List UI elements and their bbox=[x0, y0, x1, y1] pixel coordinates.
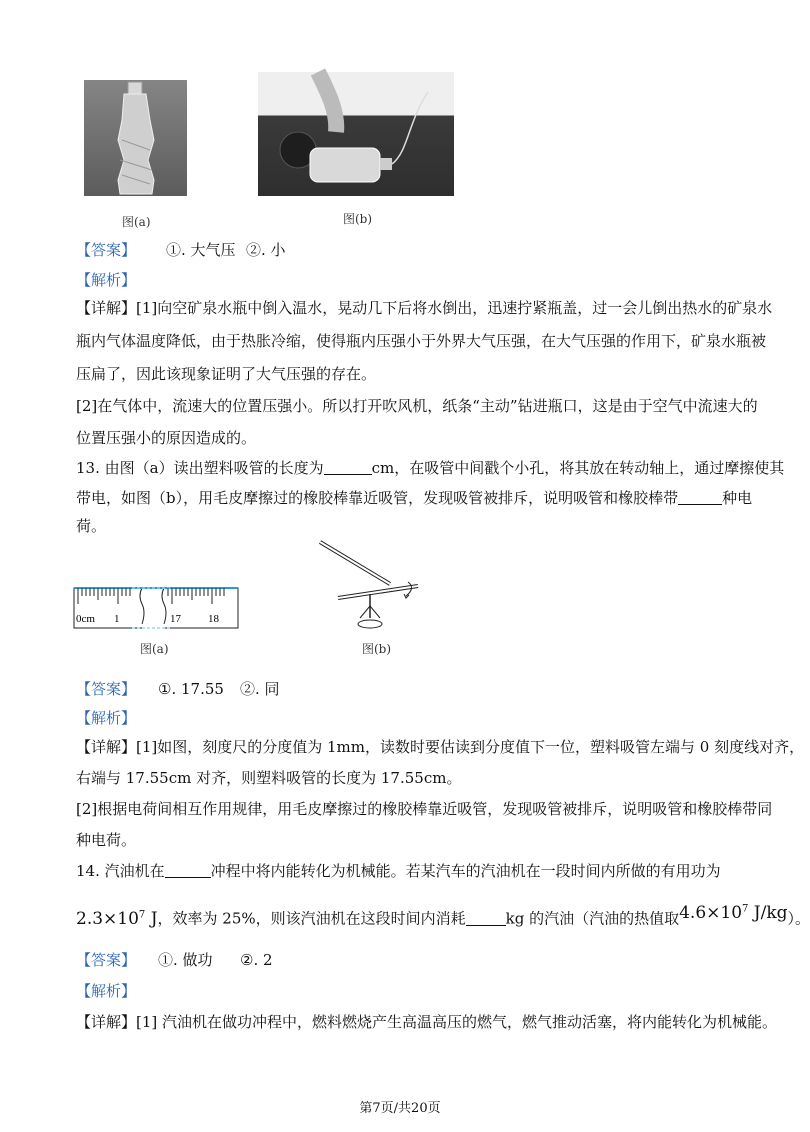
page-number: 第7页/共20页 bbox=[359, 1101, 441, 1116]
heat-unit: J/kg bbox=[748, 902, 788, 923]
straw-caption: 图(b) bbox=[362, 642, 392, 656]
q13-text: 种电 bbox=[722, 489, 753, 507]
q13-line-1 bbox=[76, 458, 784, 478]
q13-detail-line: 右端与 17.55cm 对齐，则塑料吸管的长度为 17.55cm。 bbox=[76, 769, 462, 787]
answer-2: ②. 同 bbox=[240, 680, 280, 698]
figure-caption-a: 图(a) bbox=[122, 215, 151, 229]
q14-text: 14. 汽油机在 bbox=[76, 862, 165, 880]
q14-detail-line: 【详解】[1] 汽油机在做功冲程中，燃料燃烧产生高温高压的燃气，燃气推动活塞，将内能转化为机械能。 bbox=[76, 1013, 778, 1031]
bottle-icon bbox=[84, 80, 187, 196]
answer-blank bbox=[165, 863, 211, 878]
work-base: 2.3×10 bbox=[76, 908, 139, 929]
dryer-bottle-icon bbox=[258, 72, 454, 196]
bottle-photo bbox=[84, 80, 187, 196]
answer-tag: 【答案】 bbox=[76, 241, 137, 259]
q12-answer-row bbox=[76, 240, 286, 260]
analysis-tag: 【解析】 bbox=[76, 982, 137, 1000]
q12-detail-line: [2]在气体中，流速大的位置压强小。所以打开吹风机，纸条“主动”钻进瓶口，这是由于空气中流速大的 bbox=[76, 397, 758, 415]
q13-detail-line: 种电荷。 bbox=[76, 831, 137, 849]
q14-text: 冲程中将内能转化为机械能。若某汽车的汽油机在一段时间内所做的有用功为 bbox=[210, 862, 721, 880]
ruler-label: 18 bbox=[208, 613, 219, 625]
q13-detail-line: 【详解】[1]如图，刻度尺的分度值为 1mm，读数时要估读到分度值下一位，塑料吸管左端与 0 刻度线对齐， bbox=[76, 738, 805, 756]
analysis-tag: 【解析】 bbox=[76, 271, 137, 289]
q13-text: cm，在吸管中间戳个小孔，将其放在转动轴上，通过摩擦使其 bbox=[371, 459, 785, 477]
answer-tag: 【答案】 bbox=[76, 951, 137, 969]
answer-blank bbox=[466, 911, 506, 926]
q13-line-3: 荷。 bbox=[76, 517, 107, 535]
q14-answer-row bbox=[76, 950, 273, 970]
q12-detail-line: 压扁了，因此该现象证明了大气压强的存在。 bbox=[76, 365, 377, 383]
analysis-tag: 【解析】 bbox=[76, 709, 137, 727]
q12-detail-line: 瓶内气体温度降低，由于热胀冷缩，使得瓶内压强小于外界大气压强，在大气压强的作用下，矿泉水瓶被 bbox=[76, 332, 767, 350]
q13-text: 带电，如图（b），用毛皮摩擦过的橡胶棒靠近吸管，发现吸管被排斥，说明吸管和橡胶棒带 bbox=[76, 489, 679, 507]
figure-caption-b: 图(b) bbox=[343, 212, 373, 226]
answer-tag: 【答案】 bbox=[76, 680, 137, 698]
q14-line-2 bbox=[76, 902, 810, 932]
q12-detail-line: 位置压强小的原因造成的。 bbox=[76, 429, 257, 447]
ruler-caption: 图(a) bbox=[140, 642, 169, 656]
work-unit: J bbox=[145, 908, 158, 929]
answer-2: ②. 小 bbox=[246, 241, 286, 259]
q13-answer-row bbox=[76, 679, 280, 699]
answer-2: ②. 2 bbox=[240, 951, 273, 969]
answer-1: ①. 做功 bbox=[158, 951, 213, 969]
answer-blank bbox=[324, 460, 372, 475]
answer-1: ①. 大气压 bbox=[166, 241, 236, 259]
heat-exponent: 7 bbox=[742, 903, 749, 914]
answer-blank bbox=[678, 490, 722, 505]
heat-value bbox=[679, 903, 787, 923]
q13-detail-line: [2]根据电荷间相互作用规律，用毛皮摩擦过的橡胶棒靠近吸管，发现吸管被排斥，说明吸管和橡胶棒带同 bbox=[76, 800, 773, 818]
heat-base: 4.6×10 bbox=[679, 902, 743, 923]
work-value bbox=[76, 909, 158, 929]
q12-detail-line: 【详解】[1]向空矿泉水瓶中倒入温水，晃动几下后将水倒出，迅速拧紧瓶盖，过一会儿倒出热水的矿泉水 bbox=[76, 299, 773, 317]
ruler-label: 0cm bbox=[76, 613, 95, 625]
q13-text: 13. 由图（a）读出塑料吸管的长度为 bbox=[76, 459, 324, 477]
answer-1: ①. 17.55 bbox=[158, 680, 224, 698]
q14-text: kg 的汽油（汽油的热值取 bbox=[505, 909, 680, 928]
straw-rod-figure bbox=[318, 538, 428, 638]
work-exponent: 7 bbox=[138, 909, 146, 920]
blow-dryer-photo bbox=[258, 72, 454, 196]
ruler-label: 1 bbox=[114, 613, 120, 625]
q14-line-1 bbox=[76, 861, 721, 881]
ruler-label: 17 bbox=[170, 613, 181, 625]
q14-text: ）。 bbox=[787, 909, 810, 928]
ruler-figure bbox=[72, 584, 242, 634]
q13-line-2 bbox=[76, 488, 752, 508]
q14-text: ，效率为 25%，则该汽油机在这段时间内消耗 bbox=[157, 909, 466, 928]
